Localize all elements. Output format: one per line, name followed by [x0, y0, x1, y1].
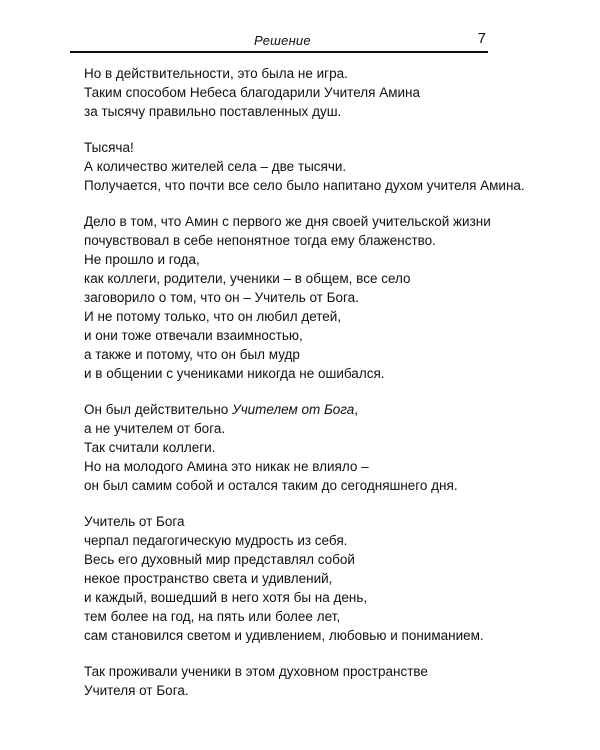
text-run: , [354, 402, 359, 417]
paragraph-5 [84, 512, 554, 645]
text-line: Тысяча! [84, 140, 134, 155]
text-line: Получается, что почти все село было напитано духом учителя Амина. [84, 178, 525, 193]
text-line: и они тоже отвечали взаимностью, [84, 328, 303, 343]
text-line: тем более на год, на пять или более лет, [84, 609, 341, 624]
text-line: заговорило о том, что он – Учитель от Бога. [84, 290, 359, 305]
text-line: сам становился светом и удивлением, любовью и пониманием. [84, 628, 484, 643]
text-line: Но в действительности, это была не игра. [84, 66, 348, 81]
text-line: черпал педагогическую мудрость из себя. [84, 533, 348, 548]
text-line: Учителя от Бога. [84, 683, 189, 698]
running-title: Решение [254, 33, 311, 48]
paragraph-6 [84, 662, 554, 700]
text-line: и каждый, вошедший в него хотя бы на день, [84, 590, 368, 605]
paragraph-1 [84, 64, 554, 121]
text-line: он был самим собой и остался таким до сегодняшнего дня. [84, 478, 458, 493]
paragraph-2 [84, 138, 554, 195]
text-line: Таким способом Небеса благодарили Учителя Амина [84, 85, 421, 100]
italic-emphasis: Учителем от Бога [232, 402, 355, 417]
text-line: Не прошло и года, [84, 252, 200, 267]
text-line: Дело в том, что Амин с первого же дня своей учительской жизни [84, 214, 491, 229]
text-line: как коллеги, родители, ученики – в общем, все село [84, 271, 411, 286]
text-line-mixed [84, 400, 554, 419]
text-line: И не потому только, что он любил детей, [84, 309, 342, 324]
text-line: а не учителем от бога. [84, 421, 226, 436]
header-rule [70, 51, 488, 53]
text-line: А количество жителей села – две тысячи. [84, 159, 347, 174]
text-line: Так проживали ученики в этом духовном пространстве [84, 664, 428, 679]
paragraph-3 [84, 212, 554, 383]
text-line: за тысячу правильно поставленных душ. [84, 104, 342, 119]
text-line: и в общении с учениками никогда не ошибался. [84, 366, 385, 381]
body-text [84, 64, 554, 717]
text-line: Так считали коллеги. [84, 440, 216, 455]
paragraph-4 [84, 400, 554, 495]
text-line: почувствовал в себе непонятное тогда ему блаженство. [84, 233, 436, 248]
text-line: Учитель от Бога [84, 514, 185, 529]
text-line: а также и потому, что он был мудр [84, 347, 300, 362]
text-line: некое пространство света и удивлений, [84, 571, 333, 586]
text-run: Он был действительно [84, 402, 233, 417]
text-line: Весь его духовный мир представлял собой [84, 552, 355, 567]
page-number: 7 [477, 30, 486, 47]
text-line: Но на молодого Амина это никак не влияло – [84, 459, 369, 474]
